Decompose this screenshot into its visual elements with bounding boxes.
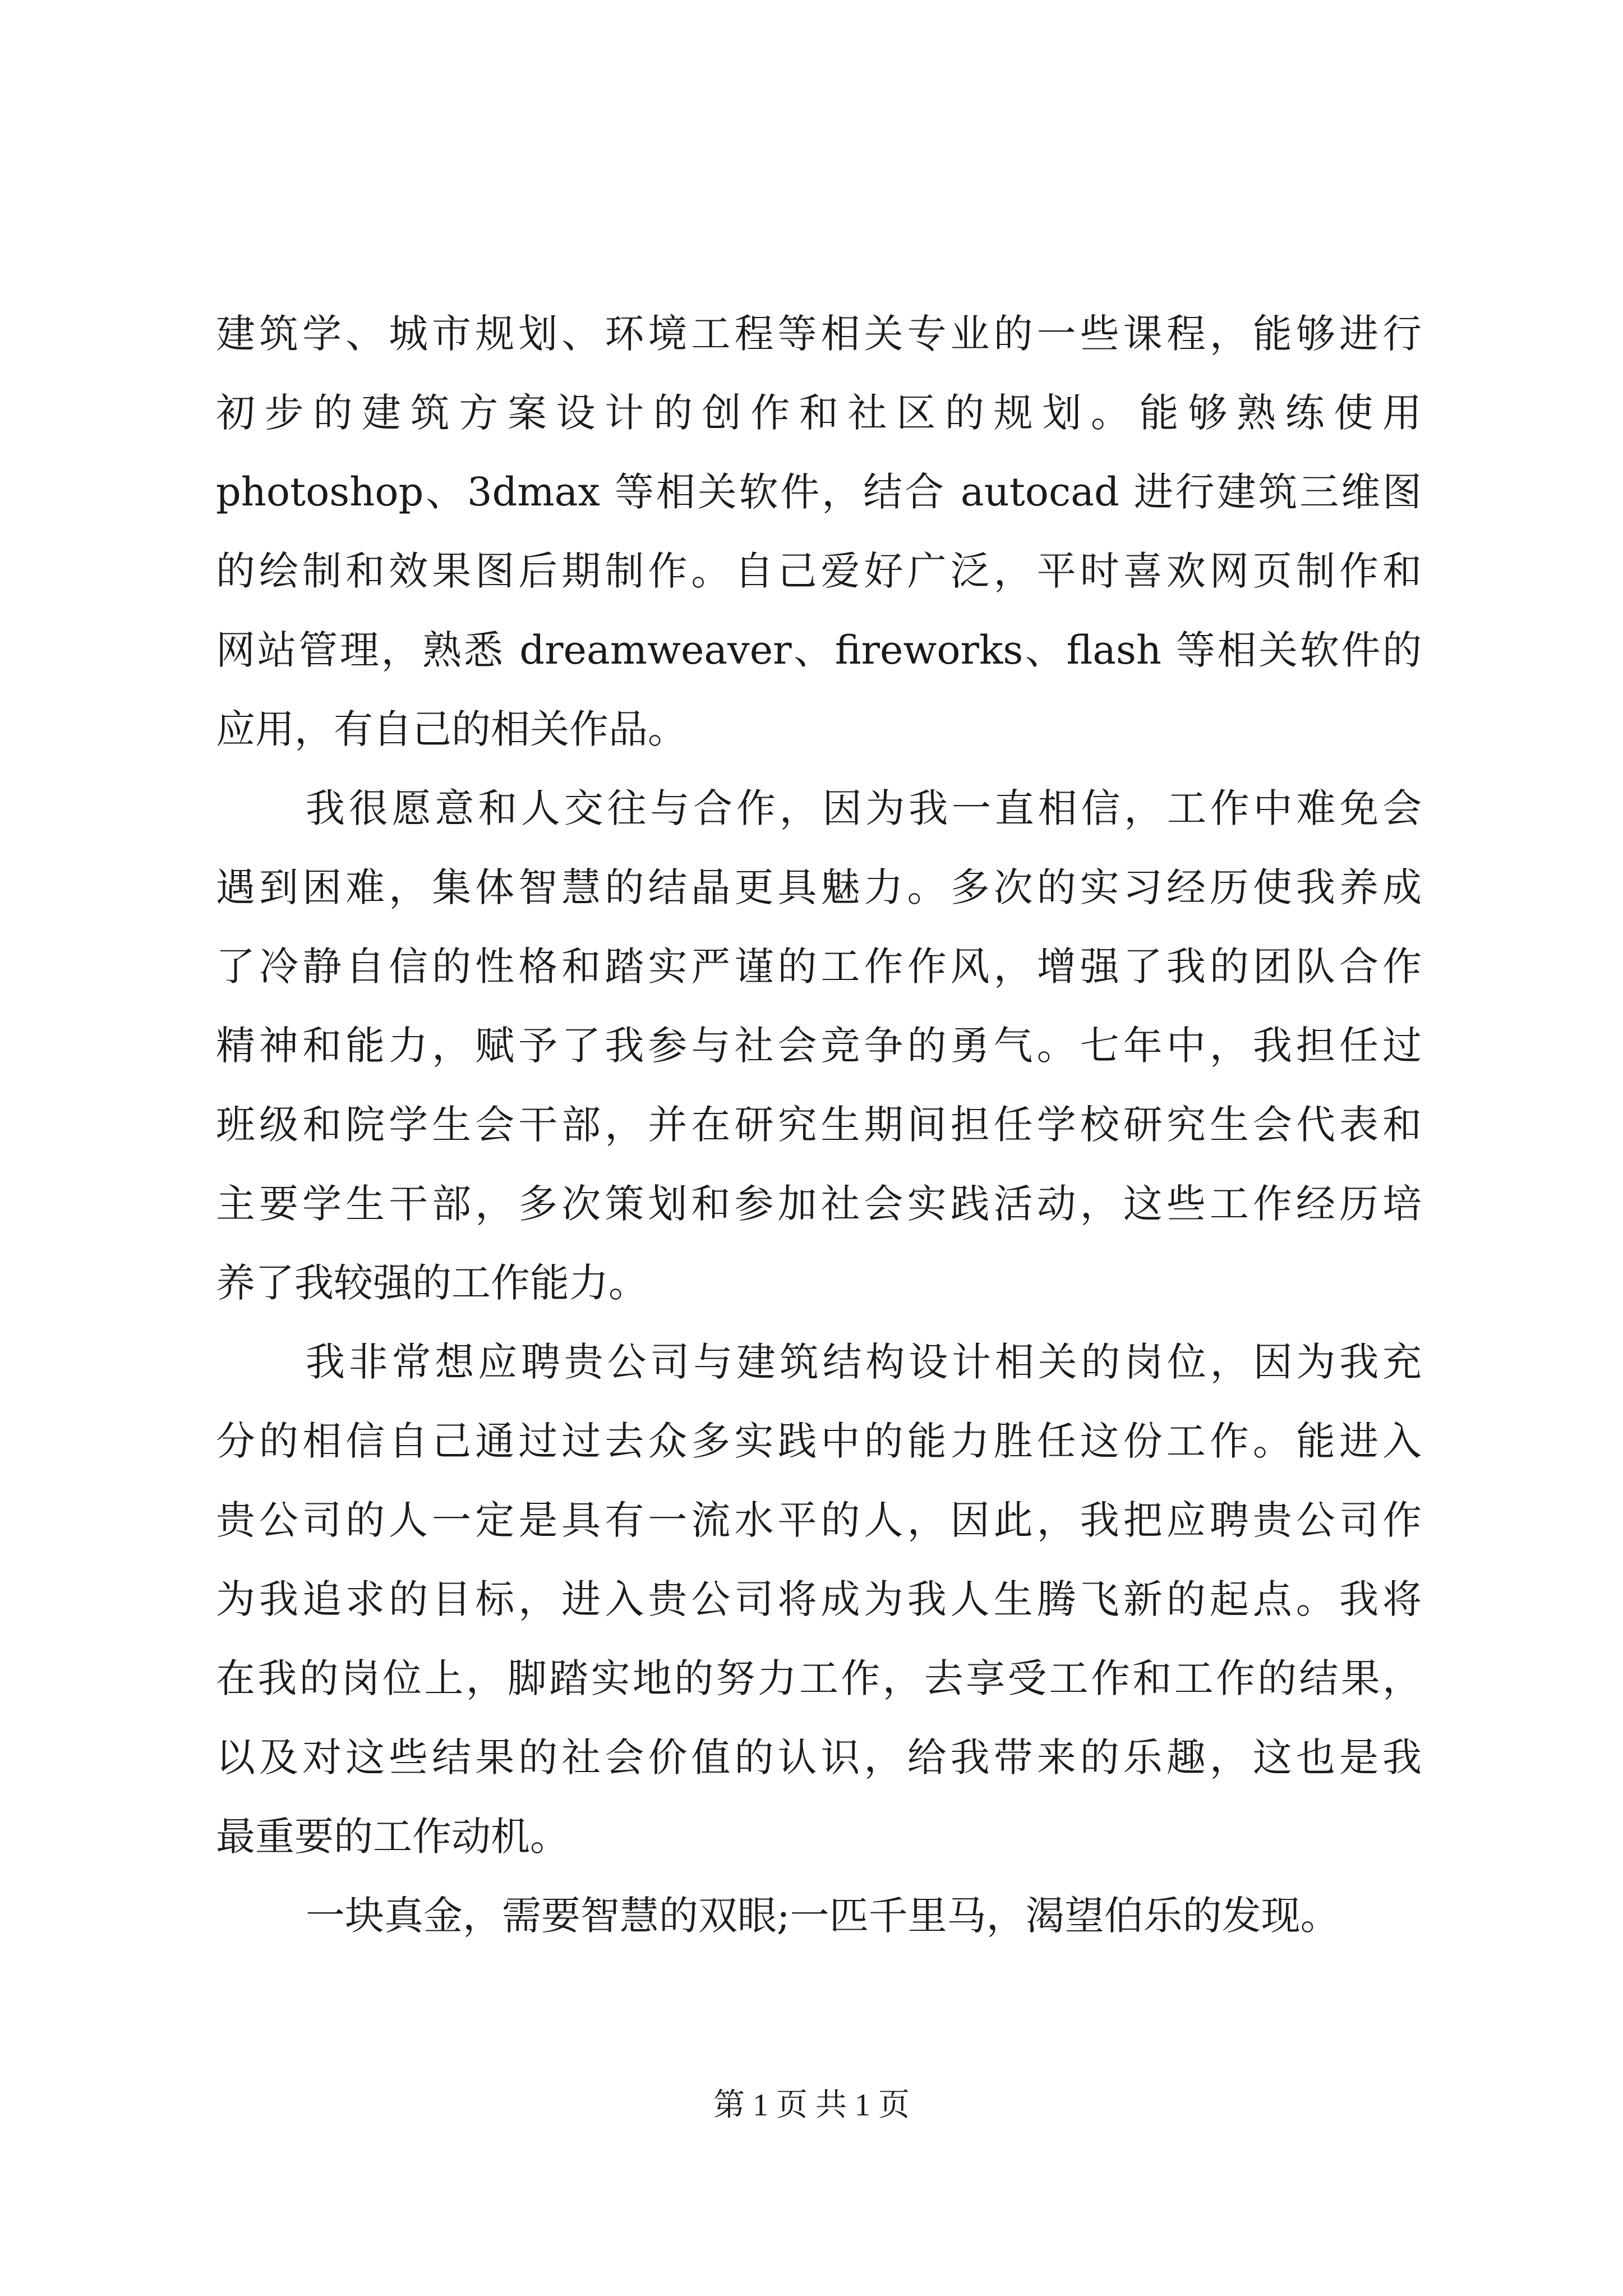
paragraph-3-line-2: 分的相信自己通过过去众多实践中的能力胜任这份工作。能进入 — [216, 1418, 1422, 1464]
paragraph-2-line-1: 我很愿意和人交往与合作，因为我一直相信，工作中难免会 — [306, 785, 1422, 831]
paragraph-1-line-5: 网站管理，熟悉 dreamweaver、fireworks、flash 等相关软件的 — [216, 627, 1422, 673]
document-body — [216, 295, 1422, 1955]
paragraph-2-line-4: 精神和能力，赋予了我参与社会竞争的勇气。七年中，我担任过 — [216, 1023, 1422, 1069]
paragraph-1-line-1: 建筑学、城市规划、环境工程等相关专业的一些课程，能够进行 — [216, 311, 1422, 357]
paragraph-3-line-5: 在我的岗位上，脚踏实地的努力工作，去享受工作和工作的结果， — [216, 1655, 1422, 1701]
paragraph-2-line-3: 了冷静自信的性格和踏实严谨的工作作风，增强了我的团队合作 — [216, 944, 1422, 990]
paragraph-3-line-6: 以及对这些结果的社会价值的认识，给我带来的乐趣，这也是我 — [216, 1734, 1422, 1780]
paragraph-1-line-2: 初步的建筑方案设计的创作和社区的规划。能够熟练使用 — [216, 390, 1422, 436]
paragraph-1-line-6: 应用，有自己的相关作品。 — [216, 706, 687, 752]
paragraph-1-line-4: 的绘制和效果图后期制作。自己爱好广泛，平时喜欢网页制作和 — [216, 548, 1422, 594]
paragraph-3-line-3: 贵公司的人一定是具有一流水平的人，因此，我把应聘贵公司作 — [216, 1497, 1422, 1543]
paragraph-3-line-1: 我非常想应聘贵公司与建筑结构设计相关的岗位，因为我充 — [306, 1339, 1422, 1385]
paragraph-2-line-2: 遇到困难，集体智慧的结晶更具魅力。多次的实习经历使我养成 — [216, 864, 1422, 910]
paragraph-2-line-6: 主要学生干部，多次策划和参加社会实践活动，这些工作经历培 — [216, 1181, 1422, 1227]
paragraph-2-line-5: 班级和院学生会干部，并在研究生期间担任学校研究生会代表和 — [216, 1102, 1422, 1148]
paragraph-4-line-1: 一块真金，需要智慧的双眼;一匹千里马，渴望伯乐的发现。 — [306, 1893, 1340, 1939]
paragraph-3-line-7: 最重要的工作动机。 — [216, 1814, 569, 1860]
paragraph-3-line-4: 为我追求的目标，进入贵公司将成为我人生腾飞新的起点。我将 — [216, 1576, 1422, 1622]
paragraph-2-line-7: 养了我较强的工作能力。 — [216, 1260, 648, 1306]
page-footer: 第 1 页 共 1 页 — [713, 2088, 910, 2123]
paragraph-1-line-3: photoshop、3dmax 等相关软件，结合 autocad 进行建筑三维图 — [216, 469, 1422, 515]
